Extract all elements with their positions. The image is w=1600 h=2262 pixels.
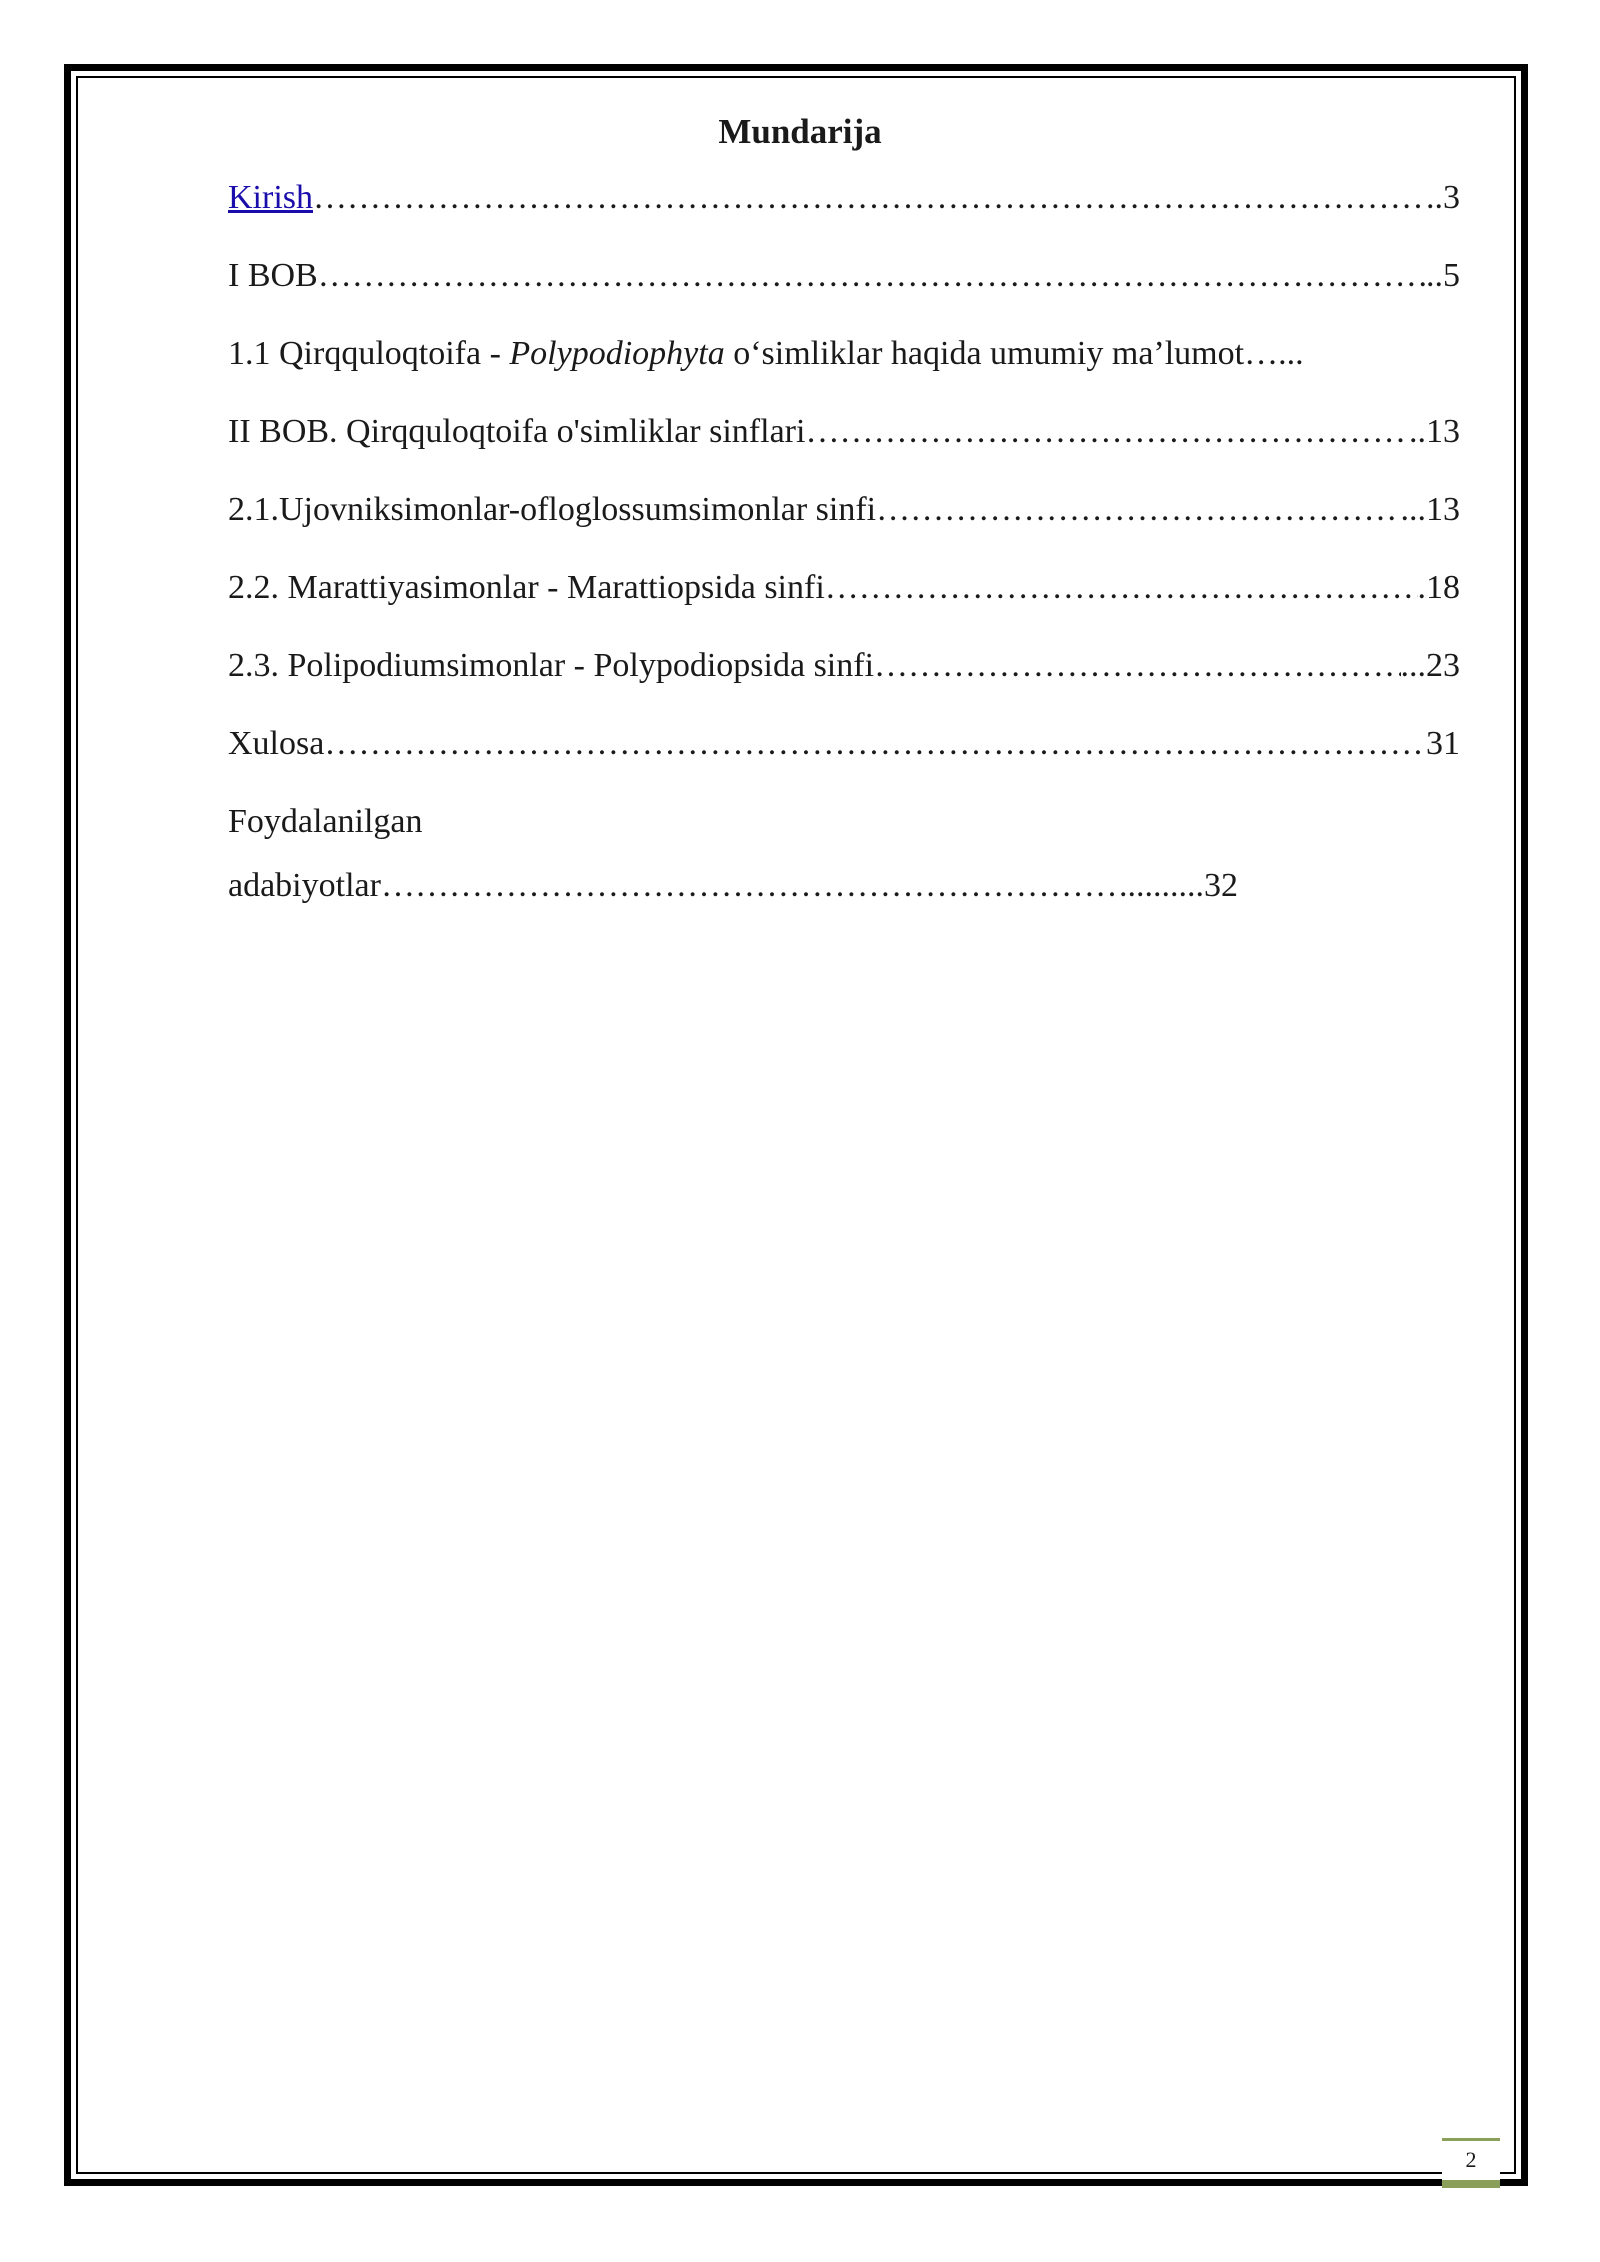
toc-label xyxy=(228,332,1304,376)
toc-entry-bob-2[interactable] xyxy=(228,410,1460,454)
toc-label: Xulosa xyxy=(228,725,325,762)
toc-page-number: ...23 xyxy=(1400,647,1460,684)
toc-label: 2.2. Marattiyasimonlar - Marattiopsida sinfi xyxy=(228,569,825,606)
toc-label: II BOB. Qirqquloqtoifa o'simliklar sinflari xyxy=(228,413,806,450)
toc-link-kirish[interactable]: Kirish xyxy=(228,179,313,216)
leader-dots xyxy=(874,644,1400,688)
toc-entry-kirish[interactable] xyxy=(228,176,1460,220)
toc-page-number: 31 xyxy=(1426,725,1460,762)
toc-entry-2-3[interactable] xyxy=(228,644,1460,688)
toc-label: 2.3. Polipodiumsimonlar - Polypodiopsida sinfi xyxy=(228,647,875,684)
leader-dots xyxy=(324,722,1426,766)
toc-label-part: 1.1 Qirqquloqtoifa - xyxy=(228,335,510,372)
page-title: Mundarija xyxy=(718,112,882,151)
table-of-contents xyxy=(228,176,1460,908)
leader-dots xyxy=(805,410,1409,454)
toc-page-number: ..3 xyxy=(1426,179,1460,216)
toc-page-number: ..5 xyxy=(1426,257,1460,294)
toc-entry-references-line2 xyxy=(228,864,1238,908)
leader-dots xyxy=(825,566,1418,610)
toc-entry-2-1[interactable] xyxy=(228,488,1460,532)
toc-page-number: ...13 xyxy=(1400,491,1460,528)
toc-label-line2: adabiyotlar xyxy=(228,867,381,904)
toc-label-part: o‘simliklar haqida umumiy ma’lumot…... xyxy=(724,335,1304,372)
toc-page-number: .18 xyxy=(1417,569,1460,606)
leader-dots xyxy=(313,176,1426,220)
toc-entry-xulosa[interactable] xyxy=(228,722,1460,766)
toc-label-line1: Foydalanilgan xyxy=(228,803,423,840)
toc-label: I BOB xyxy=(228,257,318,294)
leader-dots xyxy=(318,254,1426,298)
toc-entry-2-2[interactable] xyxy=(228,566,1460,610)
toc-entry-bob-1[interactable] xyxy=(228,254,1460,298)
toc-label-latin-term: Polypodiophyta xyxy=(509,335,725,372)
leader-dots xyxy=(381,864,1119,908)
toc-entry-references[interactable] xyxy=(228,800,1460,908)
leader-dots xyxy=(876,488,1400,532)
toc-page-number: ..13 xyxy=(1409,413,1460,450)
toc-page-number: ..........32 xyxy=(1119,867,1238,904)
toc-label: 2.1.Ujovniksimonlar-ofloglossumsimonlar sinfi xyxy=(228,491,877,528)
page-number: 2 xyxy=(1442,2138,1500,2188)
toc-entry-1-1[interactable] xyxy=(228,332,1460,376)
